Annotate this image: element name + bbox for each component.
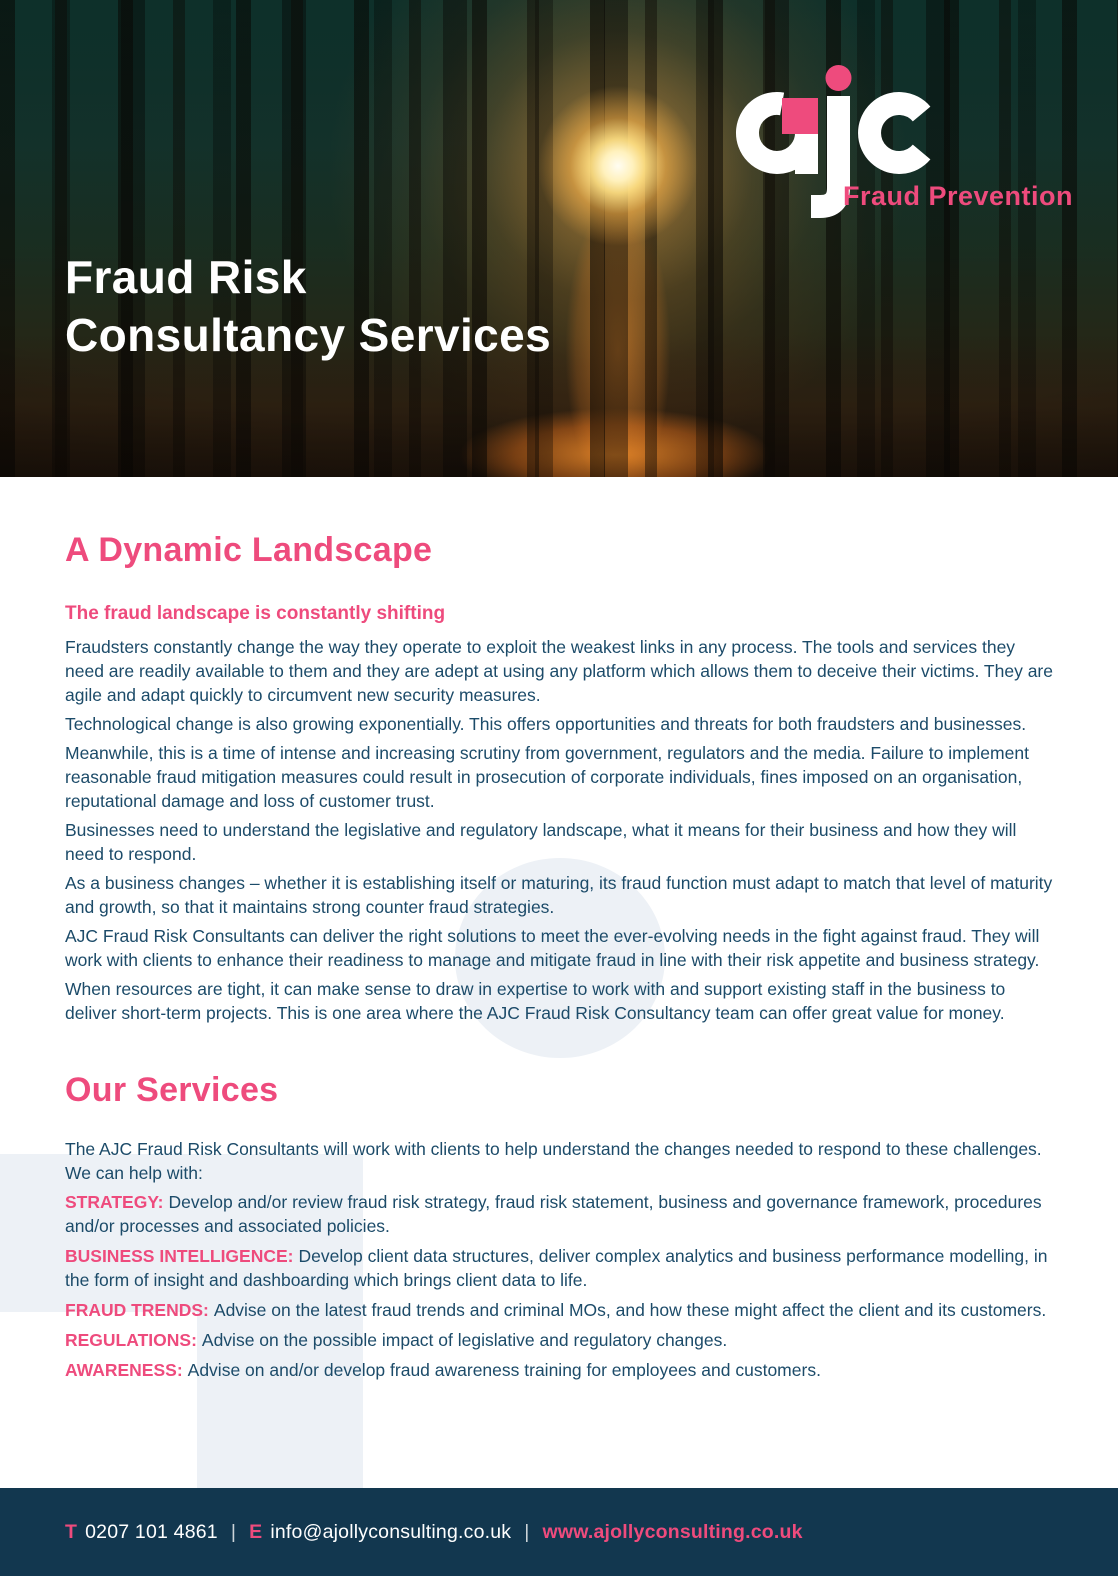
service-text: Develop and/or review fraud risk strategy, fraud risk statement, business and governance framework, procedures and/or processes and associated policies. [65,1192,1042,1236]
service-text: Advise on the possible impact of legislative and regulatory changes. [201,1330,728,1350]
logo-a-stem [795,132,818,174]
footer-separator: | [524,1520,530,1543]
logo-j-dot [826,65,852,91]
service-item-regulations [65,1328,1053,1352]
phone-label: T [65,1520,78,1543]
logo-tagline: Fraud Prevention [842,181,1073,211]
service-label: REGULATIONS: [65,1330,197,1350]
paragraph: As a business changes – whether it is establishing itself or maturing, its fraud function must adapt to match that level of maturity and growth, so that it maintains strong counter fraud strategies. [65,873,1053,917]
email-link[interactable]: info@ajollyconsulting.co.uk [270,1520,512,1543]
service-item-business-intelligence [65,1244,1053,1292]
footer-bar [0,1488,1118,1576]
page-title [65,248,551,364]
section-subheading-dynamic: The fraud landscape is constantly shifting [65,603,446,624]
service-item-fraud-trends [65,1298,1053,1322]
section-dynamic-landscape [65,531,1053,1025]
paragraph: When resources are tight, it can make sense to draw in expertise to work with and support existing staff in the business to deliver short-term projects. This is one area where the AJC Fraud Risk Consultancy team can offer great value for money. [65,979,1006,1023]
services-intro: The AJC Fraud Risk Consultants will work with clients to help understand the changes needed to respond to these challenges. We can help with: [65,1139,1042,1183]
content [0,477,1118,1388]
logo-c [870,104,922,163]
paragraph: Fraudsters constantly change the way they operate to exploit the weakest links in any process. The tools and services they need are readily available to them and they are adept at using any platform which allows them to deceive their victims. They are agile and adapt quickly to circumvent new security measures. [65,637,1053,705]
service-item-strategy [65,1190,1053,1238]
paragraph: Meanwhile, this is a time of intense and increasing scrutiny from government, regulators and the media. Failure to implement reasonable fraud mitigation measures could result in prosecution of corporate individuals, fines imposed on an organisation, reputational damage and loss of customer trust. [65,743,1029,811]
website-link[interactable]: www.ajollyconsulting.co.uk [542,1520,803,1543]
service-label: BUSINESS INTELLIGENCE: [65,1246,294,1266]
hero-banner [0,0,1118,477]
paragraph: Businesses need to understand the legislative and regulatory landscape, what it means for their business and how they will need to respond. [65,820,1017,864]
section-our-services [65,1071,1053,1382]
section-heading-dynamic: A Dynamic Landscape [65,531,433,569]
logo-pink-square [782,98,818,134]
service-text: Advise on and/or develop fraud awareness training for employees and customers. [187,1360,821,1380]
service-item-awareness [65,1358,1053,1382]
email-label: E [249,1520,263,1543]
service-text: Advise on the latest fraud trends and criminal MOs, and how these might affect the client and its customers. [213,1300,1047,1320]
page-title-line2: Consultancy Services [65,309,552,361]
phone-number: 0207 101 4861 [85,1520,218,1543]
service-label: FRAUD TRENDS: [65,1300,209,1320]
ajc-logo [735,62,1073,230]
service-text: Develop client data structures, deliver complex analytics and business performance modelling, in the form of insight and dashboarding which brings client data to life. [65,1246,1048,1290]
service-label: AWARENESS: [65,1360,183,1380]
service-label: STRATEGY: [65,1192,164,1212]
paragraph: Technological change is also growing exponentially. This offers opportunities and threats for both fraudsters and businesses. [65,714,1027,734]
page-title-line1: Fraud Risk [65,251,307,303]
paragraph: AJC Fraud Risk Consultants can deliver the right solutions to meet the ever-evolving needs in the fight against fraud. They will work with clients to enhance their readiness to manage and mitigate fraud in line with their risk appetite and business strategy. [65,926,1040,970]
footer-separator: | [230,1520,237,1543]
section-heading-services: Our Services [65,1071,279,1109]
